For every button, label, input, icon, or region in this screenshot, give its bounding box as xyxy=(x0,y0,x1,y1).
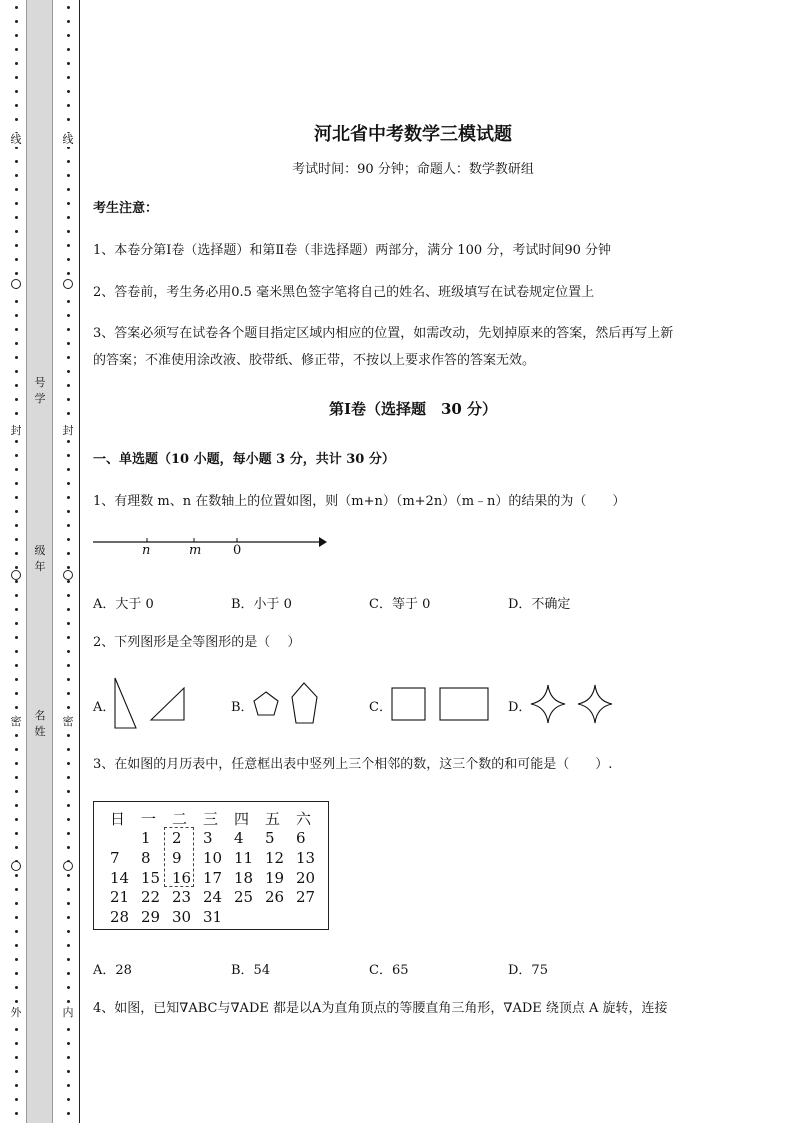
calendar-day-cell: 14 xyxy=(110,869,130,887)
cut-line-dot xyxy=(15,160,18,163)
cut-line-dot xyxy=(15,818,18,821)
cut-line-dot xyxy=(15,734,18,737)
cut-line-dot xyxy=(67,972,70,975)
cut-line-dot xyxy=(15,916,18,919)
cut-line-dot xyxy=(15,678,18,681)
cut-line-dot xyxy=(67,538,70,541)
question-2-text: 2、下列图形是全等图形的是（ ） xyxy=(93,635,301,650)
cut-line-dot xyxy=(15,1098,18,1101)
calendar-day-cell: 20 xyxy=(296,869,316,887)
calendar-header-cell: 二 xyxy=(172,810,188,828)
cut-line-dot xyxy=(67,958,70,961)
notice-item-2: 2、答卷前，考生务必用0.5 毫米黑色签字笔将自己的姓名、班级填写在试卷规定位置上 xyxy=(93,285,595,300)
q3-option-c[interactable]: C．65 xyxy=(369,963,409,978)
cut-line-dot xyxy=(15,90,18,93)
q2-option-b-figure xyxy=(251,680,326,730)
cut-line-dot xyxy=(15,510,18,513)
cut-line-dot xyxy=(15,1028,18,1031)
margin-mark-feng-outer: 封 xyxy=(10,424,22,437)
axis-label-m: m xyxy=(189,543,202,558)
cut-line-dot xyxy=(15,608,18,611)
calendar-header-cell: 三 xyxy=(203,810,219,828)
field-label-char: 级 xyxy=(34,544,46,557)
margin-ring xyxy=(11,861,21,871)
calendar-day-cell: 12 xyxy=(265,849,285,867)
cut-line-dot xyxy=(67,454,70,457)
cut-line-dot xyxy=(15,454,18,457)
cut-line-dot xyxy=(67,636,70,639)
cut-line-dot xyxy=(67,524,70,527)
cut-line-dot xyxy=(67,944,70,947)
cut-line-dot xyxy=(15,622,18,625)
cut-line-dot xyxy=(67,244,70,247)
cut-line-dot xyxy=(67,258,70,261)
calendar-day-cell: 18 xyxy=(234,869,254,887)
calendar-day-cell: 29 xyxy=(141,908,161,926)
cut-line-dot xyxy=(67,1084,70,1087)
cut-line-dot xyxy=(67,440,70,443)
margin-mark-xian-inner: 线 xyxy=(62,133,74,146)
margin-mark-feng-inner: 封 xyxy=(62,424,74,437)
cut-line-dot xyxy=(15,958,18,961)
cut-line-dot xyxy=(15,748,18,751)
calendar-header-cell: 日 xyxy=(110,810,126,828)
q2-option-a-label[interactable]: A． xyxy=(93,700,116,715)
cut-line-dot xyxy=(67,468,70,471)
notice-item-3-line2: 的答案；不准使用涂改液、胶带纸、修正带，不按以上要求作答的答案无效。 xyxy=(93,353,536,368)
cut-line-dot xyxy=(15,636,18,639)
calendar-day-cell: 22 xyxy=(141,888,161,906)
calendar-day-cell: 7 xyxy=(110,849,120,867)
cut-line-dot xyxy=(67,776,70,779)
calendar-day-cell: 24 xyxy=(203,888,223,906)
margin-ring xyxy=(63,279,73,289)
cut-line-dot xyxy=(15,300,18,303)
axis-label-zero: 0 xyxy=(233,543,242,558)
q1-option-b[interactable]: B．小于 0 xyxy=(231,597,292,612)
dotted-cut-line-inner xyxy=(64,6,72,1123)
four-point-star xyxy=(531,685,565,723)
calendar-day-cell: 19 xyxy=(265,869,285,887)
cut-line-dot xyxy=(67,1098,70,1101)
notice-item-3-line1: 3、答案必须写在试卷各个题目指定区域内相应的位置，如需改动，先划掉原来的答案，然后再写上新 xyxy=(93,326,674,341)
calendar-day-cell: 3 xyxy=(203,829,213,847)
q2-option-c-figure xyxy=(390,686,495,726)
part-heading: 一、单选题（10 小题，每小题 3 分，共计 30 分） xyxy=(93,452,395,467)
cut-line-dot xyxy=(67,818,70,821)
cut-line-dot xyxy=(15,832,18,835)
cut-line-dot xyxy=(67,118,70,121)
calendar-day-cell: 30 xyxy=(172,908,192,926)
cut-line-dot xyxy=(67,748,70,751)
cut-line-dot xyxy=(15,874,18,877)
cut-line-dot xyxy=(67,300,70,303)
cut-line-dot xyxy=(67,160,70,163)
cut-line-dot xyxy=(67,678,70,681)
cut-line-dot xyxy=(15,230,18,233)
rectangle xyxy=(440,688,488,720)
cut-line-dot xyxy=(15,1000,18,1003)
cut-line-dot xyxy=(15,328,18,331)
margin-mark-wai-outer: 外 xyxy=(10,1006,22,1019)
cut-line-dot xyxy=(67,356,70,359)
cut-line-dot xyxy=(67,692,70,695)
cut-line-dot xyxy=(15,398,18,401)
margin-ring xyxy=(11,570,21,580)
student-id-field[interactable] xyxy=(33,375,47,407)
calendar-header-cell: 一 xyxy=(141,810,157,828)
cut-line-dot xyxy=(67,1070,70,1073)
q2-option-a-figure xyxy=(111,676,191,732)
q1-option-c[interactable]: C．等于 0 xyxy=(369,597,431,612)
field-label-char: 名 xyxy=(34,709,46,722)
calendar-day-cell: 5 xyxy=(265,829,275,847)
q3-option-d[interactable]: D．75 xyxy=(508,963,548,978)
cut-line-dot xyxy=(67,734,70,737)
cut-line-dot xyxy=(15,706,18,709)
cut-line-dot xyxy=(67,1056,70,1059)
question-1-text: 1、有理数 m、n 在数轴上的位置如图，则（m+n）（m+2n）（m﹣n）的结果的为（ ） xyxy=(93,494,626,509)
cut-line-dot xyxy=(15,258,18,261)
cut-line-dot xyxy=(67,370,70,373)
calendar-day-cell: 6 xyxy=(296,829,306,847)
cut-line-dot xyxy=(15,412,18,415)
axis-label-n: n xyxy=(142,543,151,558)
cut-line-dot xyxy=(67,314,70,317)
cut-line-dot xyxy=(67,482,70,485)
cut-line-dot xyxy=(15,650,18,653)
cut-line-dot xyxy=(67,90,70,93)
calendar-day-cell: 8 xyxy=(141,849,151,867)
binding-margin xyxy=(0,0,84,1123)
q2-option-c-label[interactable]: C． xyxy=(369,700,392,715)
cut-line-dot xyxy=(15,188,18,191)
cut-line-dot xyxy=(15,1070,18,1073)
calendar-day-cell: 15 xyxy=(141,869,161,887)
calendar-day-cell: 25 xyxy=(234,888,254,906)
calendar-day-cell: 27 xyxy=(296,888,316,906)
cut-line-dot xyxy=(15,566,18,569)
field-label-char: 号 xyxy=(34,376,46,389)
cut-line-dot xyxy=(67,342,70,345)
binding-line xyxy=(79,0,80,1123)
cut-line-dot xyxy=(15,384,18,387)
cut-line-dot xyxy=(67,846,70,849)
cut-line-dot xyxy=(15,62,18,65)
cut-line-dot xyxy=(67,384,70,387)
cut-line-dot xyxy=(67,412,70,415)
section-title: 第Ⅰ卷（选择题 30 分） xyxy=(328,400,498,418)
right-triangle-wide xyxy=(151,688,184,720)
cut-line-dot xyxy=(15,1042,18,1045)
exam-subtitle: 考试时间：90 分钟；命题人：数学教研组 xyxy=(292,162,534,177)
small-pentagon xyxy=(254,692,278,715)
cut-line-dot xyxy=(67,230,70,233)
cut-line-dot xyxy=(67,804,70,807)
cut-line-dot xyxy=(15,314,18,317)
cut-line-dot xyxy=(67,216,70,219)
cut-line-dot xyxy=(15,524,18,527)
calendar-header-cell: 五 xyxy=(265,810,281,828)
cut-line-dot xyxy=(67,874,70,877)
right-triangle-tall xyxy=(115,678,136,728)
cut-line-dot xyxy=(15,790,18,793)
calendar-day-cell: 4 xyxy=(234,829,244,847)
cut-line-dot xyxy=(15,370,18,373)
cut-line-dot xyxy=(67,76,70,79)
calendar-day-cell: 11 xyxy=(234,849,254,867)
tall-pentagon xyxy=(292,683,317,723)
cut-line-dot xyxy=(67,1042,70,1045)
cut-line-dot xyxy=(15,902,18,905)
cut-line-dot xyxy=(15,664,18,667)
cut-line-dot xyxy=(67,566,70,569)
calendar-day-cell: 21 xyxy=(110,888,130,906)
name-field[interactable] xyxy=(33,708,47,740)
cut-line-dot xyxy=(15,202,18,205)
cut-line-dot xyxy=(15,986,18,989)
calendar-day-cell: 23 xyxy=(172,888,192,906)
cut-line-dot xyxy=(15,76,18,79)
calendar-day-cell: 2 xyxy=(172,829,182,847)
cut-line-dot xyxy=(15,216,18,219)
calendar-day-cell: 16 xyxy=(172,869,192,887)
cut-line-dot xyxy=(67,510,70,513)
calendar-day-cell: 9 xyxy=(172,849,182,867)
cut-line-dot xyxy=(67,832,70,835)
cut-line-dot xyxy=(15,104,18,107)
notice-item-1: 1、本卷分第Ⅰ卷（选择题）和第Ⅱ卷（非选择题）两部分，满分 100 分，考试时间90 分钟 xyxy=(93,243,611,258)
cut-line-dot xyxy=(67,104,70,107)
cut-line-dot xyxy=(67,6,70,9)
calendar-header-cell: 六 xyxy=(296,810,312,828)
cut-line-dot xyxy=(15,776,18,779)
calendar-header-cell: 四 xyxy=(234,810,250,828)
cut-line-dot xyxy=(15,468,18,471)
cut-line-dot xyxy=(15,1112,18,1115)
cut-line-dot xyxy=(67,664,70,667)
cut-line-dot xyxy=(15,580,18,583)
cut-line-dot xyxy=(67,650,70,653)
dotted-cut-line-outer xyxy=(12,6,20,1123)
cut-line-dot xyxy=(67,594,70,597)
cut-line-dot xyxy=(67,930,70,933)
cut-line-dot xyxy=(67,328,70,331)
cut-line-dot xyxy=(67,48,70,51)
cut-line-dot xyxy=(15,692,18,695)
q3-option-b[interactable]: B．54 xyxy=(231,963,271,978)
cut-line-dot xyxy=(67,706,70,709)
cut-line-dot xyxy=(15,118,18,121)
cut-line-dot xyxy=(15,888,18,891)
cut-line-dot xyxy=(67,272,70,275)
four-point-star xyxy=(578,685,612,723)
question-3-text: 3、在如图的月历表中，任意框出表中竖列上三个相邻的数，这三个数的和可能是（ ）. xyxy=(93,757,613,772)
q2-option-b-label[interactable]: B． xyxy=(231,700,254,715)
cut-line-dot xyxy=(15,440,18,443)
cut-line-dot xyxy=(15,342,18,345)
cut-line-dot xyxy=(15,174,18,177)
cut-line-dot xyxy=(67,902,70,905)
cut-line-dot xyxy=(67,1112,70,1115)
cut-line-dot xyxy=(15,846,18,849)
month-calendar xyxy=(93,801,329,930)
calendar-day-cell: 1 xyxy=(141,829,151,847)
cut-line-dot xyxy=(15,804,18,807)
exam-title: 河北省中考数学三模试题 xyxy=(314,124,512,145)
cut-line-dot xyxy=(67,888,70,891)
cut-line-dot xyxy=(67,986,70,989)
cut-line-dot xyxy=(15,482,18,485)
cut-line-dot xyxy=(67,580,70,583)
cut-line-dot xyxy=(15,1056,18,1059)
number-line-arrow xyxy=(319,537,327,547)
cut-line-dot xyxy=(15,538,18,541)
cut-line-dot xyxy=(15,944,18,947)
cut-line-dot xyxy=(15,244,18,247)
field-label-char: 年 xyxy=(34,560,46,573)
cut-line-dot xyxy=(67,398,70,401)
cut-line-dot xyxy=(15,972,18,975)
q1-option-a[interactable]: A．大于 0 xyxy=(93,597,154,612)
cut-line-dot xyxy=(15,356,18,359)
cut-line-dot xyxy=(67,1028,70,1031)
question-4-text: 4、如图，已知∇ABC与∇ADE 都是以A为直角顶点的等腰直角三角形，∇ADE 绕顶点 A 旋转，连接 xyxy=(93,1001,668,1016)
cut-line-dot xyxy=(15,48,18,51)
cut-line-dot xyxy=(15,1084,18,1087)
cut-line-dot xyxy=(15,34,18,37)
cut-line-dot xyxy=(67,188,70,191)
cut-line-dot xyxy=(67,1000,70,1003)
calendar-day-cell: 13 xyxy=(296,849,316,867)
cut-line-dot xyxy=(67,552,70,555)
cut-line-dot xyxy=(67,790,70,793)
cut-line-dot xyxy=(67,916,70,919)
calendar-day-cell: 26 xyxy=(265,888,285,906)
cut-line-dot xyxy=(15,6,18,9)
margin-ring xyxy=(63,861,73,871)
cut-line-dot xyxy=(15,496,18,499)
margin-mark-xian-outer: 线 xyxy=(10,133,22,146)
field-label-char: 学 xyxy=(34,392,46,405)
cut-line-dot xyxy=(67,622,70,625)
q1-option-d[interactable]: D．不确定 xyxy=(508,597,571,612)
margin-ring xyxy=(11,279,21,289)
cut-line-dot xyxy=(67,202,70,205)
calendar-day-cell: 28 xyxy=(110,908,130,926)
notice-heading: 考生注意： xyxy=(93,201,159,216)
q2-option-d-label[interactable]: D． xyxy=(508,700,532,715)
cut-line-dot xyxy=(67,174,70,177)
cut-line-dot xyxy=(15,762,18,765)
cut-line-dot xyxy=(15,930,18,933)
cut-line-dot xyxy=(67,608,70,611)
cut-line-dot xyxy=(15,594,18,597)
cut-line-dot xyxy=(67,20,70,23)
number-line-figure xyxy=(93,528,333,558)
cut-line-dot xyxy=(67,34,70,37)
margin-mark-mi-outer: 密 xyxy=(10,715,22,728)
cut-line-dot xyxy=(15,20,18,23)
grade-field[interactable] xyxy=(33,543,47,575)
calendar-day-cell: 17 xyxy=(203,869,223,887)
q2-option-d-figure xyxy=(529,683,615,727)
calendar-day-cell: 31 xyxy=(203,908,223,926)
cut-line-dot xyxy=(15,552,18,555)
field-label-char: 姓 xyxy=(34,725,46,738)
q3-option-a[interactable]: A．28 xyxy=(93,963,132,978)
cut-line-dot xyxy=(15,272,18,275)
margin-mark-mi-inner: 密 xyxy=(62,715,74,728)
margin-ring xyxy=(63,570,73,580)
cut-line-dot xyxy=(67,496,70,499)
square xyxy=(392,688,425,720)
cut-line-dot xyxy=(67,62,70,65)
calendar-day-cell: 10 xyxy=(203,849,223,867)
cut-line-dot xyxy=(67,762,70,765)
margin-mark-nei-inner: 内 xyxy=(62,1006,74,1019)
